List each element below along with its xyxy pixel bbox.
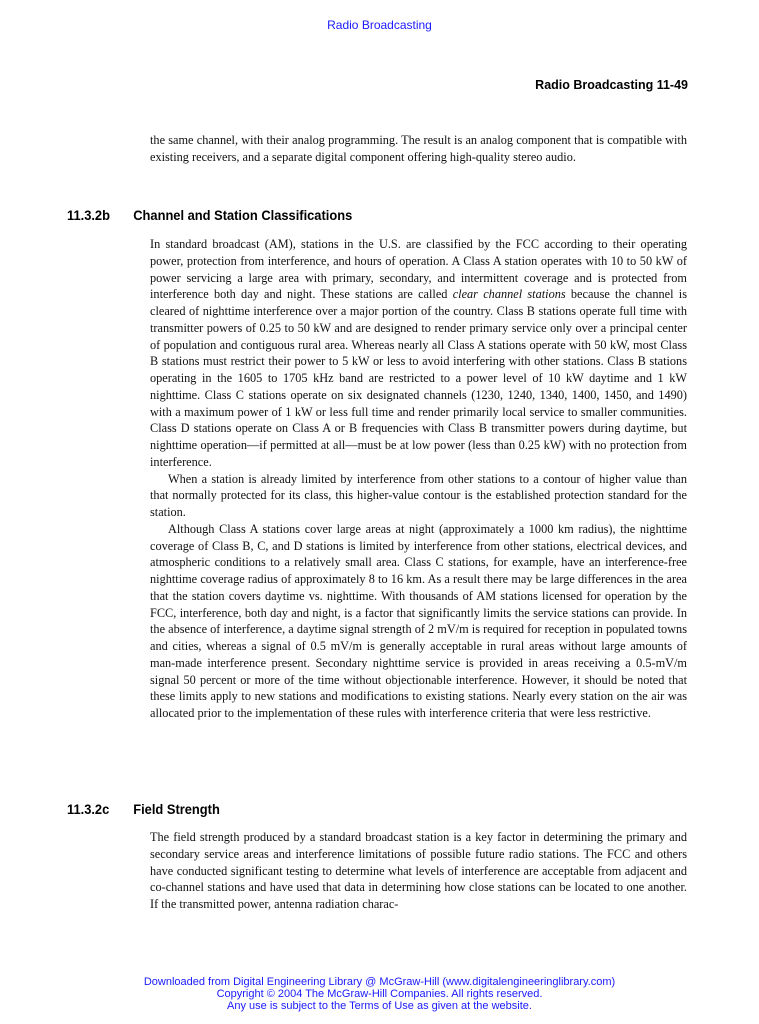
paragraph: Although Class A stations cover large areas at night (approximately a 1000 km radius), the nighttime coverage of Class B, C, and D stations is limited by interference from other stations, electrical devices, and atmospheric conditions to a relatively small area. Class C stations, for example, have an interference-free nighttime coverage radius of approximately 8 to 16 km. As a result there may be large differences in the area that the station covers daytime vs. nighttime. With thousands of AM stations licensed for operation by the FCC, interference, both day and night, is a factor that significantly limits the service stations can provide. In the absence of interference, a daytime signal strength of 2 mV/m is required for reception in populated towns and cities, whereas a signal of 0.5 mV/m is generally acceptable in rural areas without large amounts of man-made interference present. Secondary nighttime service is provided in areas receiving a 0.5-mV/m signal 50 percent or more of the time without objectionable interference. However, it should be noted that these limits apply to new stations and modifications to existing stations. Nearly every station on the air was allocated prior to the implementation of these rules with interference criteria that were less restrictive. bbox=[150, 521, 687, 720]
section-title: Field Strength bbox=[133, 801, 220, 817]
footer bbox=[0, 976, 759, 1012]
section-number: 11.3.2c bbox=[67, 801, 110, 817]
intro-block bbox=[150, 132, 687, 166]
footer-copyright: Copyright © 2004 The McGraw-Hill Companies. All rights reserved. bbox=[216, 988, 543, 1000]
section-heading-c bbox=[67, 801, 637, 817]
running-head: Radio Broadcasting 11-49 bbox=[535, 78, 688, 92]
footer-download-link[interactable]: Downloaded from Digital Engineering Library @ McGraw-Hill (www.digitalengineeringlibrary.com) bbox=[143, 976, 616, 988]
italic-term: clear channel stations bbox=[452, 287, 566, 302]
text-run: because the channel is cleared of nighttime interference over a major portion of the country. Class B stations operate full time with transmitter powers of 0.25 to 50 kW and are designed to render primary service only over a principal center of population and contiguous rural area. Whereas nearly all Class A stations operate with 50 kW, most Class B stations must restrict their power to 5 kW or less to avoid interfering with other stations. Class B stations operating in the 1605 to 1705 kHz band are restricted to a power level of 10 kW daytime and 1 kW nighttime. Class C stations operate on six designated channels (1230, 1240, 1340, 1400, 1450, and 1490) with a maximum power of 1 kW or less full time and render primarily local service to smaller communities. Class D stations operate on Class A or B frequencies with Class B transmitter powers during daytime, but nighttime operation—if permitted at all—must be at low power (less than 0.25 kW) with no protection from interference. bbox=[150, 287, 688, 469]
section-heading-b bbox=[67, 207, 637, 223]
section-title: Channel and Station Classifications bbox=[133, 207, 353, 223]
paragraph: The field strength produced by a standard broadcast station is a key factor in determining the primary and secondary service areas and interference limitations of possible future radio stations. The FCC and others have conducted significant testing to determine what levels of interference are acceptable from adjacent and co-channel stations and have used that data in determining how close stations can be located to one another. If the transmitted power, antenna radiation charac- bbox=[150, 830, 687, 911]
paragraph bbox=[150, 236, 687, 471]
section-c-body bbox=[150, 829, 687, 913]
footer-terms-link[interactable]: Any use is subject to the Terms of Use as given at the website. bbox=[227, 1000, 532, 1012]
text-run: In standard broadcast (AM), stations in the U.S. are classified by the FCC according to their operating power, protection from interference, and hours of operation. A Class A station operates with 10 to 50 kW of power servicing a large area with primary, secondary, and intermittent coverage and is protected from interference both day and night. These stations are called bbox=[150, 237, 687, 302]
section-number: 11.3.2b bbox=[67, 207, 110, 223]
section-b-body bbox=[150, 236, 687, 722]
top-link[interactable]: Radio Broadcasting bbox=[327, 18, 432, 32]
paragraph: When a station is already limited by interference from other stations to a contour of higher value than that normally protected for its class, this higher-value contour is the established protection standard for the station. bbox=[150, 471, 687, 519]
intro-paragraph: the same channel, with their analog programming. The result is an analog component that is compatible with existing receivers, and a separate digital component offering high-quality stereo audio. bbox=[150, 133, 687, 164]
